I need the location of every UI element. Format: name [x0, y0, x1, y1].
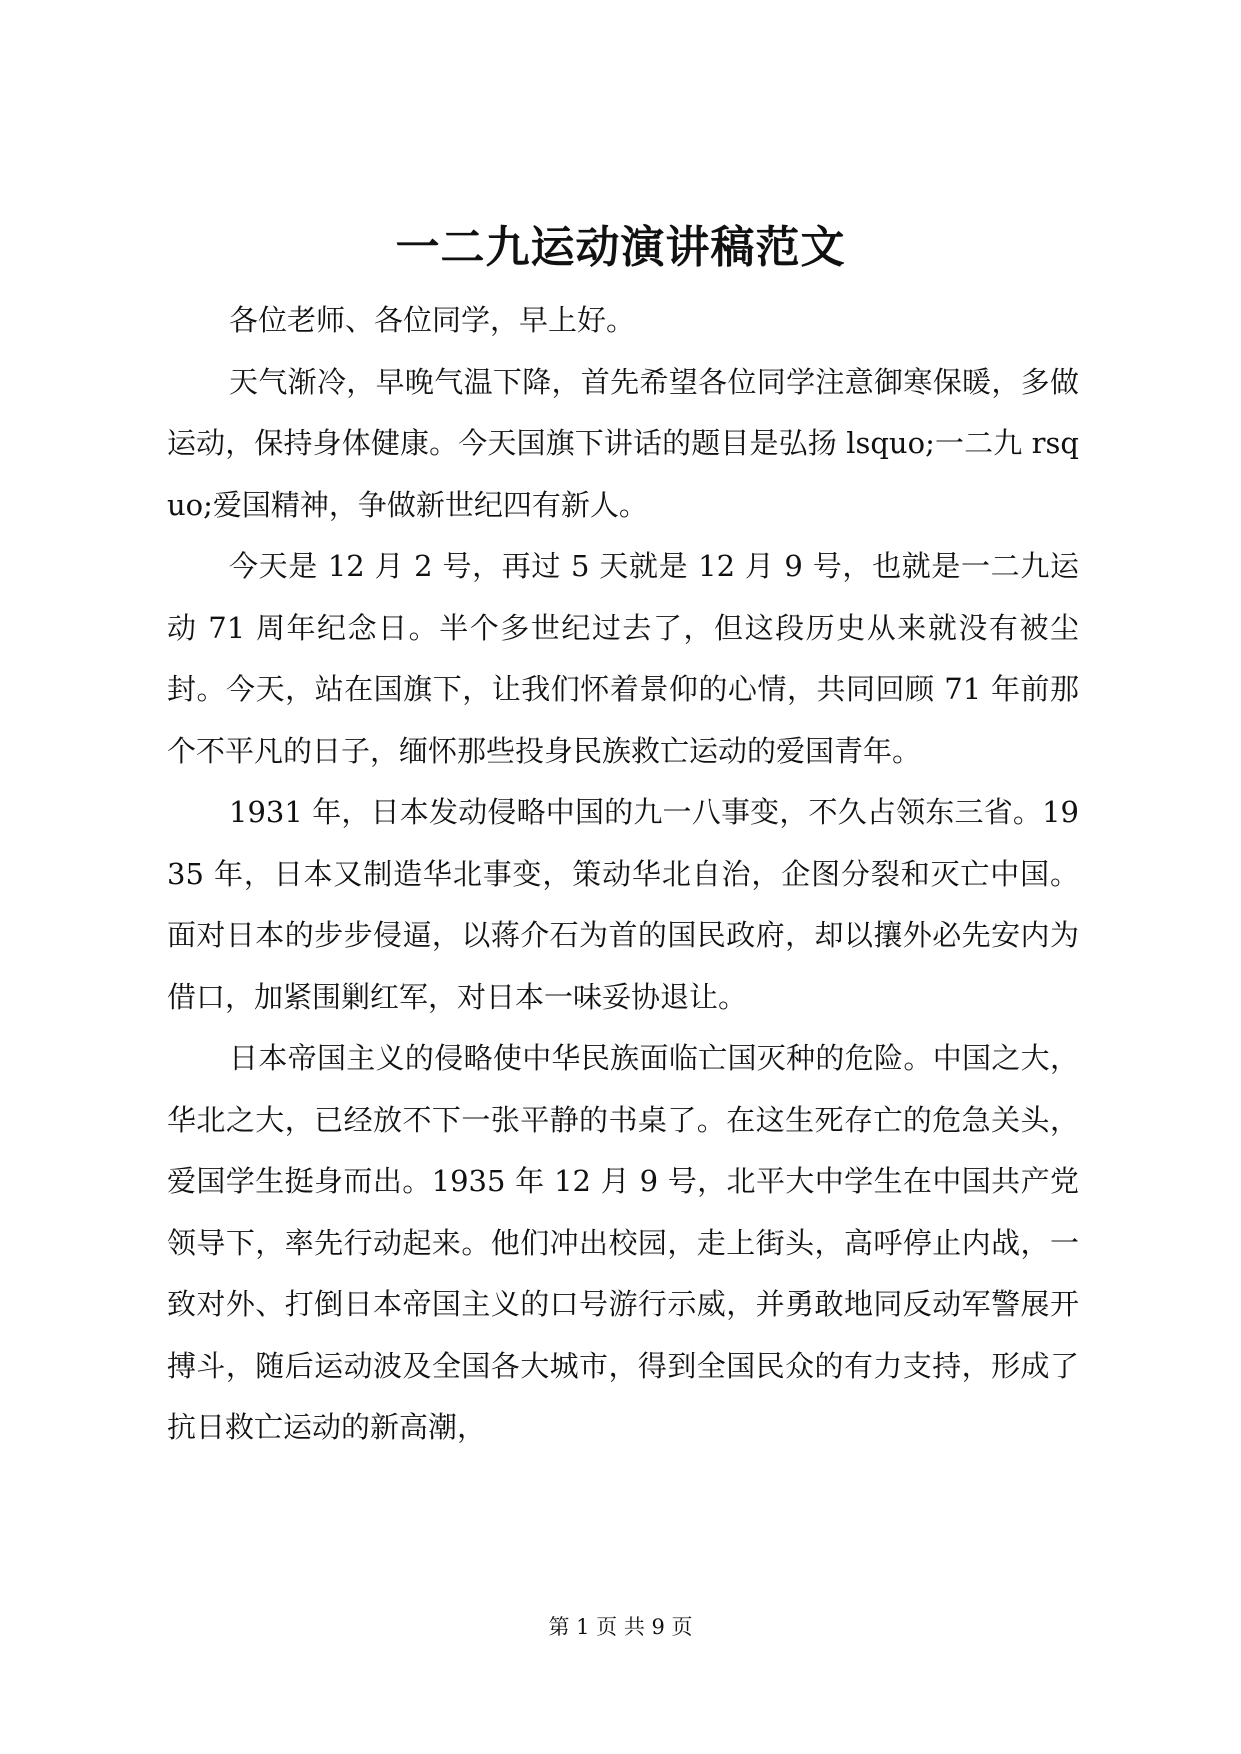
document-body: [167, 290, 1079, 1459]
page-number-footer: 第 1 页 共 9 页: [548, 1615, 693, 1639]
paragraph-history-1931: 1931 年，日本发动侵略中国的九一八事变，不久占领东三省。1935 年，日本又制造华北事变，策动华北自治，企图分裂和灭亡中国。面对日本的步步侵逼，以蒋介石为首的国民政府，却以攘外必先安内为借口，加紧围剿红军，对日本一味妥协退让。: [167, 795, 1079, 1014]
paragraph-weather-topic: 天气渐冷，早晚气温下降，首先希望各位同学注意御寒保暖，多做运动，保持身体健康。今天国旗下讲话的题目是弘扬 lsquo;一二九 rsquo;爱国精神，争做新世纪四有新人。: [167, 364, 1079, 522]
paragraph-anniversary: 今天是 12 月 2 号，再过 5 天就是 12 月 9 号，也就是一二九运动 71 周年纪念日。半个多世纪过去了，但这段历史从来就没有被尘封。今天，站在国旗下，让我们怀着景仰的心情，共同回顾 71 年前那个不平凡的日子，缅怀那些投身民族救亡运动的爱国青年。: [167, 549, 1079, 768]
paragraph-greeting: 各位老师、各位同学，早上好。: [229, 303, 636, 337]
paragraph-student-movement: 日本帝国主义的侵略使中华民族面临亡国灭种的危险。中国之大，华北之大，已经放不下一张平静的书桌了。在这生死存亡的危急关头，爱国学生挺身而出。1935 年 12 月 9 号，北平大中学生在中国共产党领导下，率先行动起来。他们冲出校园，走上街头，高呼停止内战，一致对外、打倒日本帝国主义的口号游行示威，并勇敢地同反动军警展开搏斗，随后运动波及全国各大城市，得到全国民众的有力支持，形成了抗日救亡运动的新高潮，: [167, 1041, 1079, 1444]
document-title: 一二九运动演讲稿范文: [395, 222, 846, 273]
